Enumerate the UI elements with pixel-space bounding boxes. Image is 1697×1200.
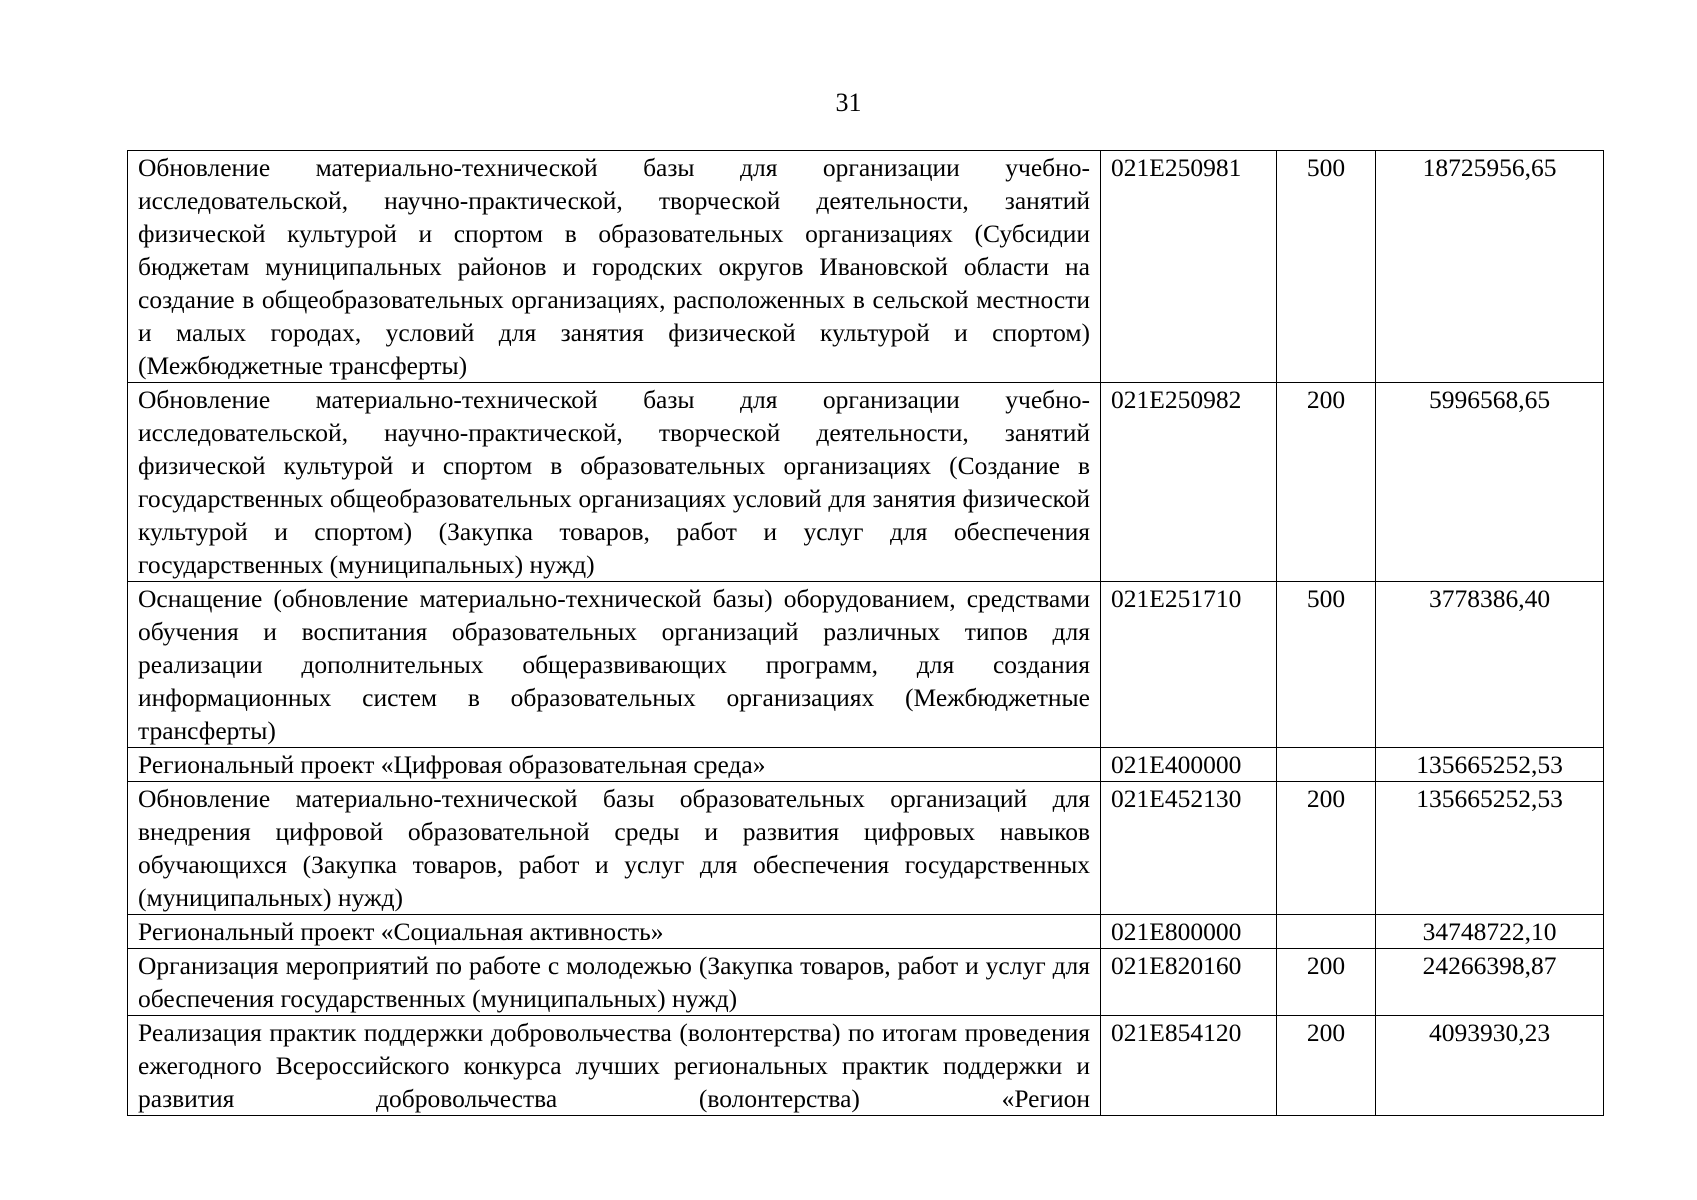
table-row xyxy=(128,949,1604,1016)
table-row xyxy=(128,782,1604,915)
row-expense-type: 500 xyxy=(1277,582,1376,748)
row-name: Организация мероприятий по работе с молодежью (Закупка товаров, работ и услуг для обеспечения государственных (муниципальных) нужд) xyxy=(128,949,1101,1016)
table-row xyxy=(128,748,1604,782)
row-expense-type xyxy=(1277,915,1376,949)
budget-table xyxy=(127,150,1604,1116)
row-sum: 4093930,23 xyxy=(1376,1016,1604,1116)
row-expense-type: 200 xyxy=(1277,949,1376,1016)
row-code: 021E820160 xyxy=(1101,949,1277,1016)
row-expense-type xyxy=(1277,748,1376,782)
row-code: 021E250982 xyxy=(1101,383,1277,582)
row-sum: 3778386,40 xyxy=(1376,582,1604,748)
row-expense-type: 200 xyxy=(1277,383,1376,582)
table-row xyxy=(128,151,1604,383)
row-name: Реализация практик поддержки добровольчества (волонтерства) по итогам проведения ежегодного Всероссийского конкурса лучших региональных практик поддержки и развития добровольчества (волонтерства) «Регион xyxy=(128,1016,1101,1116)
row-expense-type: 200 xyxy=(1277,1016,1376,1116)
row-name: Обновление материально-технической базы для организации учебно-исследовательской, научно-практической, творческой деятельности, занятий физической культурой и спортом в образовательных организациях (Субсидии бюджетам муниципальных районов и городских округов Ивановской области на создание в общеобразовательных организациях, расположенных в сельской местности и малых городах, условий для занятия физической культурой и спортом) (Межбюджетные трансферты) xyxy=(128,151,1101,383)
table-row xyxy=(128,582,1604,748)
row-sum: 34748722,10 xyxy=(1376,915,1604,949)
row-code: 021E250981 xyxy=(1101,151,1277,383)
row-sum: 18725956,65 xyxy=(1376,151,1604,383)
row-name: Обновление материально-технической базы для организации учебно-исследовательской, научно-практической, творческой деятельности, занятий физической культурой и спортом в образовательных организациях (Создание в государственных общеобразовательных организациях условий для занятия физической культурой и спортом) (Закупка товаров, работ и услуг для обеспечения государственных (муниципальных) нужд) xyxy=(128,383,1101,582)
table-row xyxy=(128,915,1604,949)
page-number: 31 xyxy=(835,88,862,117)
row-expense-type: 500 xyxy=(1277,151,1376,383)
row-name: Региональный проект «Цифровая образовательная среда» xyxy=(128,748,1101,782)
row-sum: 5996568,65 xyxy=(1376,383,1604,582)
row-sum: 135665252,53 xyxy=(1376,748,1604,782)
row-name: Региональный проект «Социальная активность» xyxy=(128,915,1101,949)
row-name: Обновление материально-технической базы образовательных организаций для внедрения цифровой образовательной среды и развития цифровых навыков обучающихся (Закупка товаров, работ и услуг для обеспечения государственных (муниципальных) нужд) xyxy=(128,782,1101,915)
row-sum: 24266398,87 xyxy=(1376,949,1604,1016)
row-code: 021E800000 xyxy=(1101,915,1277,949)
table-row xyxy=(128,383,1604,582)
row-code: 021E251710 xyxy=(1101,582,1277,748)
row-expense-type: 200 xyxy=(1277,782,1376,915)
table-row xyxy=(128,1016,1604,1116)
row-code: 021E400000 xyxy=(1101,748,1277,782)
row-code: 021E854120 xyxy=(1101,1016,1277,1116)
row-code: 021E452130 xyxy=(1101,782,1277,915)
row-sum: 135665252,53 xyxy=(1376,782,1604,915)
row-name: Оснащение (обновление материально-технической базы) оборудованием, средствами обучения и воспитания образовательных организаций различных типов для реализации дополнительных общеразвивающих программ, для создания информационных систем в образовательных организациях (Межбюджетные трансферты) xyxy=(128,582,1101,748)
